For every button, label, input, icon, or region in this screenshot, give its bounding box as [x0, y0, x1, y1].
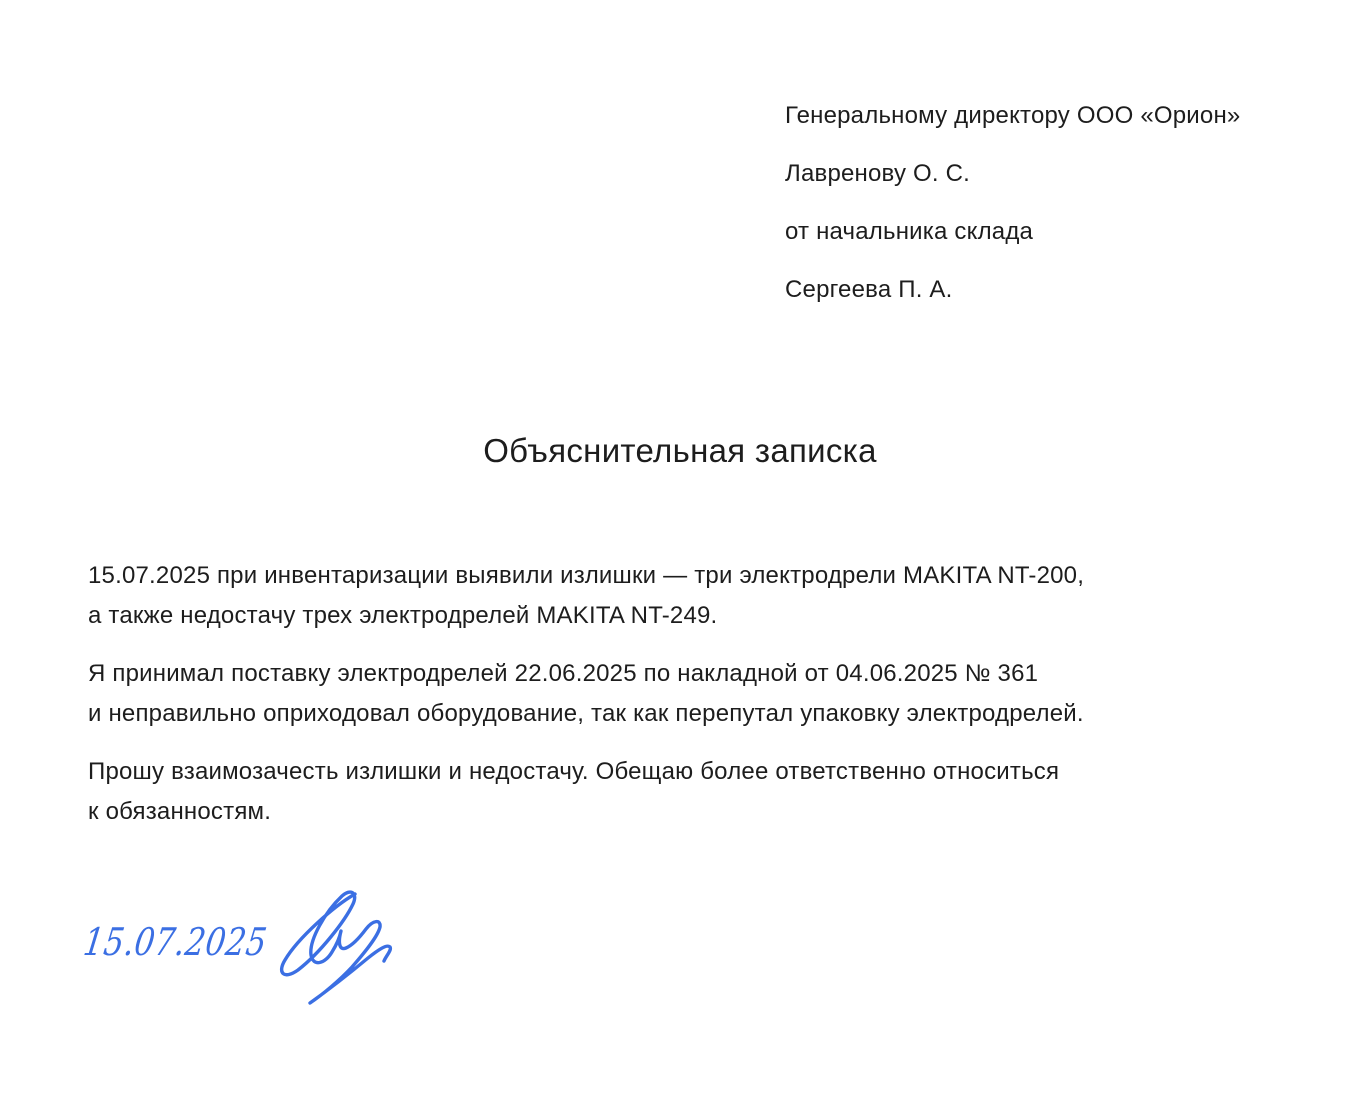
paragraph-2	[88, 654, 1268, 734]
document-title: Объяснительная записка	[483, 432, 877, 469]
recipient-line-sender-title: от начальника склада	[785, 218, 1034, 245]
signature-area	[0, 870, 600, 1070]
recipient-line-addressee-name: Лавренову О. С.	[785, 160, 971, 187]
paragraph-3-line-1: Прошу взаимозачесть излишки и недостачу. Обещаю более ответственно относиться	[88, 758, 1060, 785]
paragraph-1-line-2: а также недостачу трех электродрелей MAKITA NT-249.	[88, 602, 718, 629]
recipient-line-addressee-title: Генеральному директору ООО «Орион»	[785, 102, 1241, 129]
paragraph-1	[88, 556, 1268, 636]
paragraph-3	[88, 752, 1268, 832]
paragraph-2-line-2: и неправильно оприходовал оборудование, так как перепутал упаковку электродрелей.	[88, 700, 1084, 727]
paragraph-1-line-1: 15.07.2025 при инвентаризации выявили излишки — три электродрели MAKITA NT-200,	[88, 562, 1085, 589]
handwritten-date: 15.07.2025	[80, 920, 270, 964]
paragraph-3-line-2: к обязанностям.	[88, 798, 272, 825]
paragraph-2-line-1: Я принимал поставку электродрелей 22.06.2025 по накладной от 04.06.2025 № 361	[88, 660, 1039, 687]
document-body	[88, 556, 1268, 850]
recipient-line-sender-name: Сергеева П. А.	[785, 276, 953, 303]
recipient-block	[785, 104, 1240, 336]
signature-icon	[252, 876, 402, 1021]
